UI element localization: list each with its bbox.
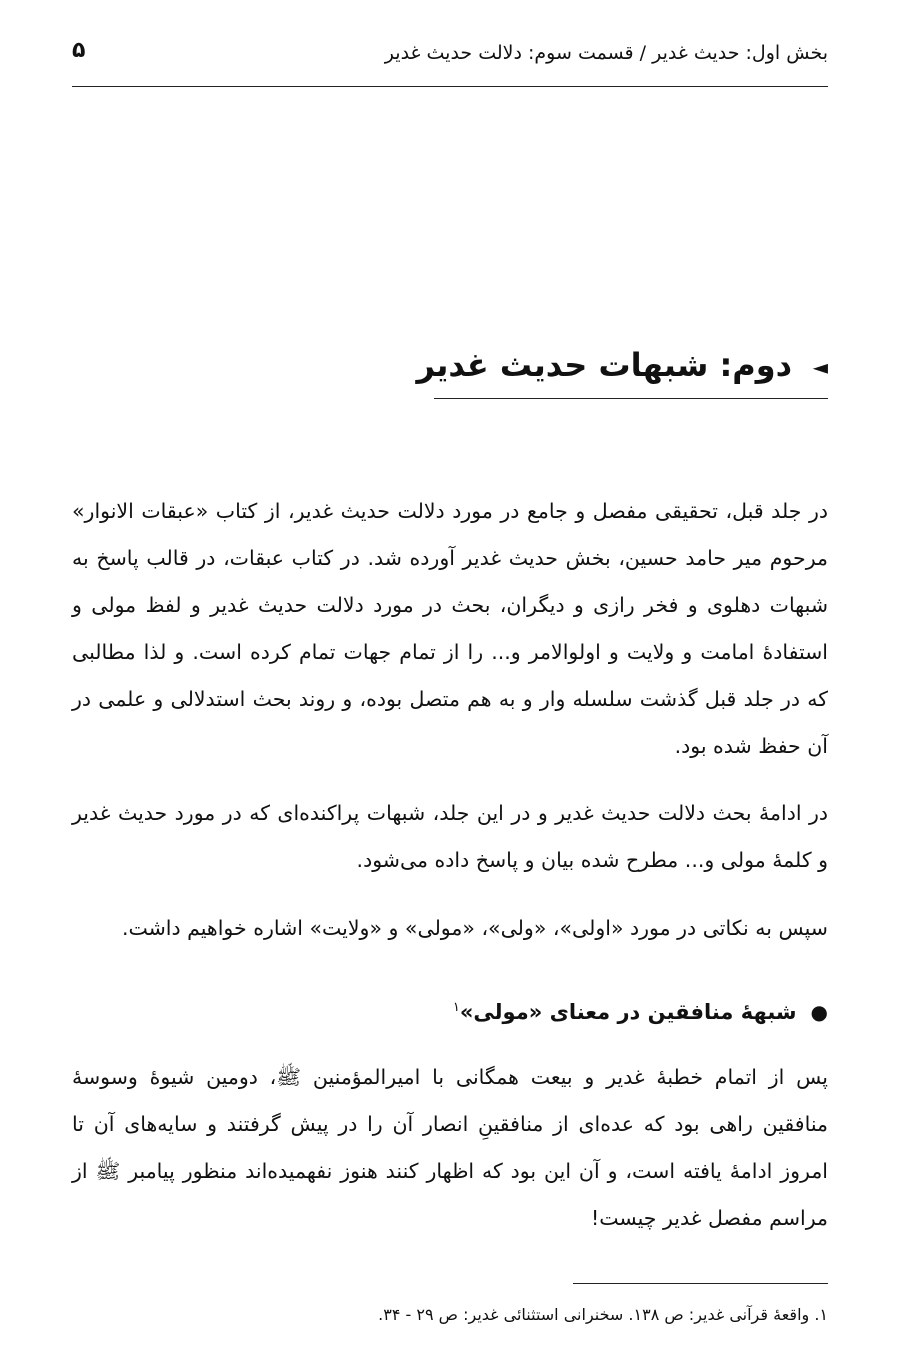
- bullet-icon: ●: [810, 1000, 828, 1024]
- page-header: [72, 38, 828, 87]
- running-title: بخش اول: حدیث غدیر / قسمت سوم: دلالت حدیث غدیر: [384, 42, 828, 64]
- paragraph: پس از اتمام خطبۀ غدیر و بیعت همگانی با امیرالمؤمنین ﷺ، دومین شیوۀ وسوسۀ منافقین راهی بود که عده‌ای از منافقینِ انصار آن را در پیش گرفتند و سایه‌های آن تا امروز ادامۀ یافته است، و آن این بود که اظهار کنند هنوز نفهمیده‌اند منظور پیامبر ﷺ از مراسم مفصل غدیر چیست!: [72, 1065, 828, 1230]
- paragraph: سپس به نکاتی در مورد «اولی»، «ولی»، «مولی» و «ولایت» اشاره خواهیم داشت.: [121, 916, 828, 940]
- footnote-reference: ۱: [452, 1000, 460, 1015]
- paragraph: در ادامۀ بحث دلالت حدیث غدیر و در این جلد، شبهات پراکنده‌ای که در مورد حدیث غدیر و کلمۀ مولی و... مطرح شده بیان و پاسخ داده می‌شود.: [72, 801, 828, 872]
- section-heading: [416, 340, 828, 399]
- subsection-title: شبهۀ منافقین در معنای «مولی»: [459, 1000, 797, 1024]
- subsection-heading: [453, 1000, 828, 1024]
- footnote-divider: [573, 1283, 828, 1284]
- paragraph: در جلد قبل، تحقیقی مفصل و جامع در مورد دلالت حدیث غدیر، از کتاب «عبقات الانوار» مرحوم میر حامد حسین، بخش حدیث غدیر آورده شد. در کتاب عبقات، در قالب پاسخ به شبهات دهلوی و فخر رازی و دیگران، بحث در مورد دلالت حدیث غدیر و لفظ مولی و استفادۀ امامت و ولایت و اولوالامر و... را از تمام جهات تمام کرده است. و لذا مطالبی که در جلد قبل گذشت سلسله وار و به هم متصل بوده، و روند بحث استدلالی و علمی در آن حفظ شده بود.: [72, 499, 828, 758]
- triangle-marker-icon: ◄: [812, 355, 828, 379]
- page-number: ۵: [72, 38, 86, 63]
- footnote: ۱. واقعۀ قرآنی غدیر: ص ۱۳۸. سخنرانی استثنائی غدیر: ص ۲۹ - ۳۴.: [378, 1305, 828, 1324]
- section-title: دوم: شبهات حدیث غدیر: [416, 346, 792, 384]
